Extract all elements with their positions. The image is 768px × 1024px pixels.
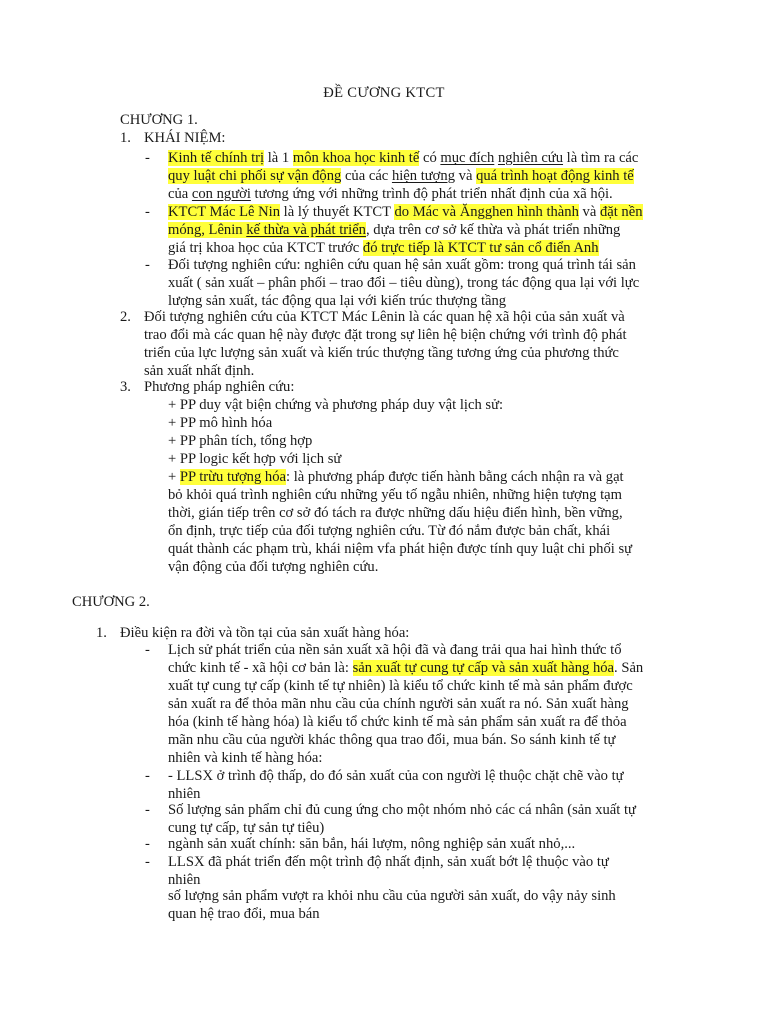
- document-page: ĐỀ CƯƠNG KTCT CHƯƠNG 1. 1. KHÁI NIỆM: - Kinh tế chính trị là 1 môn khoa học kinh tế có mục đích nghiên cứu là tìm ra các quy luật chi phối sự vận động của các hiện tượng và quá trình hoạt động kinh tế của con người tương ứng với những trình độ phát triển nhất định của xã hội. - KTCT Mác Lê Nin là lý thuyết KTCT do Mác và Ăngghen hình thành và đặt nền móng, Lênin kế thừa và phát triển, dựa trên cơ sở kế thừa và phát triển những giá trị khoa học của KTCT trước đó trực tiếp là KTCT tư sản cổ điển Anh - Đối tượng nghiên cứu: nghiên cứu quan hệ sản xuất gồm: trong quá trình tái sản xuất ( sản xuất – phân phối – trao đổi – tiêu dùng), trong tác động qua lại với lực lượng sản xuất, tác động qua lại với kiến trúc thượng tầng 2. Đối tượng nghiên cứu của KTCT Mác Lênin là các quan hệ xã hội của sản xuất và trao đổi mà các quan hệ này được đặt trong sự liên hệ biện chứng với trình độ phát triển của lực lượng sản xuất và kiến trúc thượng tầng tương ứng của phương thức sản xuất nhất định. 3. Phương pháp nghiên cứu: + PP duy vật biện chứng và phương pháp duy vật lịch sử: + PP mô hình hóa + PP phân tích, tổng hợp + PP logic kết hợp với lịch sử + PP trừu tượng hóa: là phương pháp được tiến hành bằng cách nhận ra và gạt bỏ khỏi quá trình nghiên cứu những yếu tố ngẫu nhiên, những hiện tượng tạm thời, gián tiếp trên cơ sở đó tách ra được những dấu hiệu điển hình, bền vững, ổn định, trực tiếp của đối tượng nghiên cứu. Từ đó nắm được bản chất, khái quát thành các phạm trù, khái niệm vfa phát hiện được tính quy luật chi phối sự vận động của đối tượng nghiên cứu. CHƯƠNG 2. 1. Điều kiện ra đời và tồn tại của sản xuất hàng hóa: - Lịch sử phát triển của nền sản xuất xã hội đã và đang trải qua hai hình thức tổ chức kinh tế - xã hội cơ bản là: sản xuất tự cung tự cấp và sản xuất hàng hóa. Sản xuất tự cung tự cấp (kinh tế tự nhiên) là kiểu tổ chức kinh tế mà sản phẩm được sản xuất ra để thỏa mãn nhu cầu của chính người sản xuất ra nó. Sản xuất hàng hóa (kinh tế hàng hóa) là kiểu tổ chức kinh tế mà sản phẩm sản xuất ra để thỏa mãn nhu cầu của người khác thông qua trao đổi, mua bán. So sánh kinh tế tự nhiên và kinh tế hàng hóa: - - LLSX ở trình độ thấp, do đó sản xuất của con người lệ thuộc chặt chẽ vào tự nhiên - Số lượng sản phẩm chỉ đủ cung ứng cho một nhóm nhỏ các cá nhân (sản xuất tự cung tự cấp, tự sản tự tiêu) - ngành sản xuất chính: săn bắn, hái lượm, nông nghiệp sản xuất nhỏ,... - LLSX đã phát triển đến một trình độ nhất định, sản xuất bớt lệ thuộc vào tự nhiên số lượng sản phẩm vượt ra khỏi nhu cầu của người sản xuất, do vậy nảy sinh quan hệ trao đổi, mua bán: [0, 0, 768, 1024]
- ch2-d3-line1: ngành sản xuất chính: săn bắn, hái lượm, nông nghiệp sản xuất nhỏ,...: [168, 836, 576, 852]
- chapter1-heading: CHƯƠNG 1.: [120, 112, 198, 128]
- bullet-dash: -: [145, 802, 150, 818]
- bullet-dash: -: [145, 150, 150, 166]
- ch1-s2-line4: sản xuất nhất định.: [144, 363, 255, 379]
- ch1-s2-line1: Đối tượng nghiên cứu của KTCT Mác Lênin là các quan hệ xã hội của sản xuất và: [144, 309, 625, 325]
- bullet-dash: -: [145, 768, 150, 784]
- ch1-b3-line2: xuất ( sản xuất – phân phối – trao đổi – tiêu dùng), trong tác động qua lại với lực: [168, 275, 640, 291]
- ch2-p-line7: nhiên và kinh tế hàng hóa:: [168, 750, 323, 766]
- ch1-s3-method1: + PP duy vật biện chứng và phương pháp duy vật lịch sử:: [168, 397, 504, 413]
- ch1-b3-line3: lượng sản xuất, tác động qua lại với kiến trúc thượng tầng: [168, 293, 507, 309]
- ch1-s3-method3: + PP phân tích, tổng hợp: [168, 433, 313, 449]
- ch1-b2-line1: KTCT Mác Lê Nin là lý thuyết KTCT do Mác và Ăngghen hình thành và đặt nền: [168, 204, 643, 220]
- ch1-s3-method2: + PP mô hình hóa: [168, 415, 273, 431]
- ch1-b1-line1: Kinh tế chính trị là 1 môn khoa học kinh tế có mục đích nghiên cứu là tìm ra các: [168, 150, 639, 166]
- ch2-d2-line2: cung tự cấp, tự sản tự tiêu): [168, 820, 325, 836]
- ch1-s3-m5-line2: bỏ khỏi quá trình nghiên cứu những yếu tố ngẫu nhiên, những hiện tượng tạm: [168, 487, 622, 503]
- ch1-s3-m5-line5: quát thành các phạm trù, khái niệm vfa phát hiện được tính quy luật chi phối sự: [168, 541, 633, 557]
- ch2-p-line4: sản xuất ra để thỏa mãn nhu cầu của chính người sản xuất ra nó. Sản xuất hàng: [168, 696, 629, 712]
- ch1-s3-method5: + PP trừu tượng hóa: là phương pháp được tiến hành bằng cách nhận ra và gạt: [168, 469, 624, 485]
- ch2-tail-line2: quan hệ trao đổi, mua bán: [168, 906, 320, 922]
- document-title: ĐỀ CƯƠNG KTCT: [323, 85, 445, 101]
- ch2-p-line3: xuất tự cung tự cấp (kinh tế tự nhiên) là kiểu tổ chức kinh tế mà sản phẩm được: [168, 678, 633, 694]
- ch1-s2-line3: triển của lực lượng sản xuất và kiến trúc thượng tầng tương ứng của phương thức: [144, 345, 619, 361]
- chapter2-heading: CHƯƠNG 2.: [72, 594, 150, 610]
- bullet-dash: -: [145, 257, 150, 273]
- bullet-dash: -: [145, 854, 150, 870]
- ch1-b3-line1: Đối tượng nghiên cứu: nghiên cứu quan hệ sản xuất gồm: trong quá trình tái sản: [168, 257, 636, 273]
- ch2-p-line6: mãn nhu cầu của người khác thông qua trao đổi, mua bán. So sánh kinh tế tự: [168, 732, 616, 748]
- ch1-b1-line3: của con người tương ứng với những trình độ phát triển nhất định của xã hội.: [168, 186, 613, 202]
- ch2-p-line1: Lịch sử phát triển của nền sản xuất xã hội đã và đang trải qua hai hình thức tổ: [168, 642, 622, 658]
- ch1-b2-line2: móng, Lênin kế thừa và phát triển, dựa trên cơ sở kế thừa và phát triển những: [168, 222, 621, 238]
- ch2-d1-line1: - LLSX ở trình độ thấp, do đó sản xuất của con người lệ thuộc chặt chẽ vào tự: [168, 768, 624, 784]
- ch2-p-line5: hóa (kinh tế hàng hóa) là kiểu tổ chức kinh tế mà sản phẩm sản xuất ra để thỏa: [168, 714, 627, 730]
- bullet-dash: -: [145, 836, 150, 852]
- ch1-s3-m5-line3: thời, gián tiếp trên cơ sở đó tách ra được những dấu hiệu điển hình, bền vững,: [168, 505, 623, 521]
- ch2-p-line2: chức kinh tế - xã hội cơ bản là: sản xuất tự cung tự cấp và sản xuất hàng hóa. Sản: [168, 660, 644, 676]
- ch2-tail-line1: số lượng sản phẩm vượt ra khỏi nhu cầu của người sản xuất, do vậy nảy sinh: [168, 888, 616, 904]
- ch1-s3-m5-line6: vận động của đối tượng nghiên cứu.: [168, 559, 379, 575]
- ch1-b2-line3: giá trị khoa học của KTCT trước đó trực tiếp là KTCT tư sản cổ điển Anh: [168, 240, 599, 256]
- ch1-s3-method4: + PP logic kết hợp với lịch sử: [168, 451, 342, 467]
- ch1-s3-title: Phương pháp nghiên cứu:: [144, 379, 295, 395]
- ch2-d2-line1: Số lượng sản phẩm chỉ đủ cung ứng cho một nhóm nhỏ các cá nhân (sản xuất tự: [168, 802, 636, 818]
- ch2-d4-line2: nhiên: [168, 872, 201, 888]
- bullet-dash: -: [145, 204, 150, 220]
- ch1-s3-m5-line4: ổn định, trực tiếp của đối tượng nghiên cứu. Từ đó nắm được bản chất, khái: [168, 523, 611, 539]
- ch1-b1-line2: quy luật chi phối sự vận động của các hiện tượng và quá trình hoạt động kinh tế: [168, 168, 634, 184]
- ch2-d1-line2: nhiên: [168, 786, 201, 802]
- ch2-s1-title: Điều kiện ra đời và tồn tại của sản xuất hàng hóa:: [120, 625, 410, 641]
- bullet-dash: -: [145, 642, 150, 658]
- ch2-d4-line1: LLSX đã phát triển đến một trình độ nhất định, sản xuất bớt lệ thuộc vào tự: [168, 854, 609, 870]
- ch1-s2-line2: trao đổi mà các quan hệ này được đặt trong sự liên hệ biện chứng với trình độ phát: [144, 327, 627, 343]
- ch1-section1-title: KHÁI NIỆM:: [144, 130, 226, 146]
